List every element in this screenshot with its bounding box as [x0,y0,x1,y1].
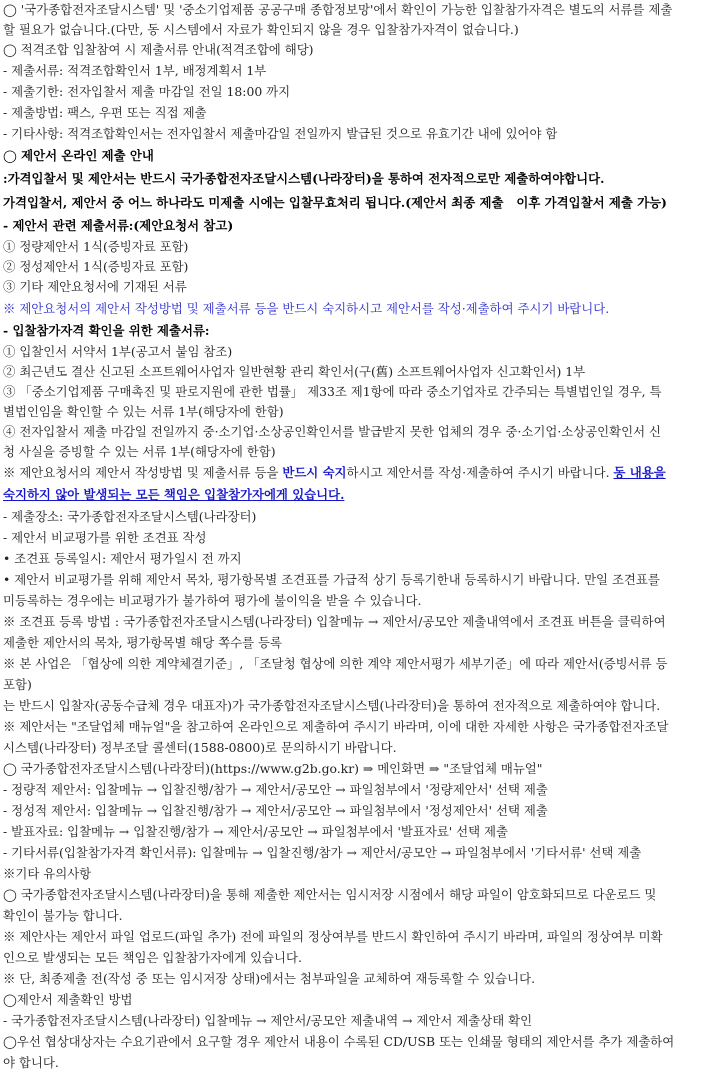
text-line [3,102,715,123]
text-segment: - 제출서류: 적격조합확인서 1부, 배정계획서 1부 [3,63,267,78]
text-segment: - 제안서 관련 제출서류:(제안요청서 참고) [3,218,234,233]
text-segment: 포함) [3,677,32,692]
text-line [3,506,715,527]
text-segment: 시스템(나라장터) 정부조달 콜센터(1588-0800)로 문의하시기 바랍니다. [3,740,397,755]
text-line [3,842,715,863]
text-segment: - 제출방법: 팩스, 우편 또는 직접 제출 [3,105,207,120]
text-segment: 동 내용을 [613,465,666,480]
text-line [3,191,715,215]
text-segment: - 정성적 제안서: 입찰메뉴 → 입찰진행/참가 → 제안서/공모안 → 파일첨부에서 '정성제안서' 선택 제출 [3,803,548,818]
text-line [3,905,715,926]
text-line [3,1052,715,1073]
text-segment: 반드시 숙지 [282,465,347,480]
text-line [3,590,715,611]
text-line [3,758,715,779]
text-line [3,884,715,905]
text-segment: ※ 단, 최종제출 전(작성 중 또는 임시저장 상태)에서는 첨부파일을 교체하여 재등록할 수 있습니다. [3,971,536,986]
text-segment: ① 정량제안서 1식(증빙자료 포함) [3,239,189,254]
text-segment: 숙지하지 않아 발생되는 모든 책임은 입찰참가자에게 있습니다. [3,487,345,502]
text-line [3,674,715,695]
text-line [3,968,715,989]
text-line [3,989,715,1010]
text-segment: ※ 제안서는 "조달업체 매뉴얼"을 참고하여 온라인으로 제출하여 주시기 바라며, 이에 대한 자세한 사항은 국가종합전자조달 [3,719,669,734]
text-line [3,653,715,674]
text-line [3,442,715,462]
text-line [3,277,715,297]
text-segment: - 기타서류(입찰참가자격 확인서류): 입찰메뉴 → 입찰진행/참가 → 제안서/공모안 → 파일첨부에서 '기타서류' 선택 제출 [3,845,642,860]
text-segment: ◯ 적격조합 입찰참여 시 제출서류 안내(적격조합에 해당) [3,42,314,57]
text-line [3,484,715,506]
text-line [3,40,715,60]
text-line [3,422,715,442]
text-segment: 하시고 제안서를 작성·제출하여 주시기 바랍니다. [346,465,614,480]
text-segment: 인으로 발생되는 모든 책임은 입찰참가자에게 있습니다. [3,950,302,965]
text-line [3,779,715,800]
text-segment: 별법인임을 확인할 수 있는 서류 1부(해당자에 한함) [3,404,284,419]
text-segment: ※기타 유의사항 [3,866,92,881]
text-line [3,362,715,382]
text-line [3,215,715,237]
text-segment: ◯우선 협상대상자는 수요기관에서 요구할 경우 제안서 내용이 수록된 CD/USB 또는 인쇄물 형태의 제안서를 추가 제출하여 [3,1034,675,1049]
text-line [3,611,715,632]
text-segment: ◯ '국가종합전자조달시스템' 및 '중소기업제품 공공구매 종합정보망'에서 확인이 가능한 입찰참가자격은 별도의 서류를 제출 [3,2,673,17]
text-line [3,257,715,277]
text-line [3,81,715,102]
text-segment: 청 사실을 증빙할 수 있는 서류 1부(해당자에 한함) [3,444,276,459]
text-line [3,716,715,737]
text-line [3,548,715,569]
text-segment: ② 정성제안서 1식(증빙자료 포함) [3,259,189,274]
text-segment: - 제출장소: 국가종합전자조달시스템(나라장터) [3,509,257,524]
text-segment: 야 합니다. [3,1055,59,1070]
text-segment: ◯ 제안서 온라인 제출 안내 [3,148,154,163]
text-line [3,297,715,320]
text-line [3,123,715,145]
text-line [3,342,715,362]
text-segment: ※ 본 사업은 「협상에 의한 계약체결기준」, 「조달청 협상에 의한 계약 제안서평가 세부기준」에 따라 제안서(증빙서류 등 [3,656,668,671]
text-segment: • 조견표 등록일시: 제안서 평가일시 전 까지 [3,551,242,566]
text-line [3,947,715,968]
text-line [3,167,715,191]
text-segment: - 제출기한: 전자입찰서 제출 마감일 전일 18:00 까지 [3,84,291,99]
text-line [3,320,715,342]
text-segment: 제출한 제안서의 목차, 평가항목별 해당 쪽수를 등록 [3,635,282,650]
text-segment: ※ 조견표 등록 방법 : 국가종합전자조달시스템(나라장터) 입찰메뉴 → 제안서/공모안 제출내역에서 조견표 버튼을 클릭하여 [3,614,666,629]
text-line [3,402,715,422]
text-segment: ※ 제안요청서의 제안서 작성방법 및 제출서류 등을 반드시 숙지하시고 제안서를 작성·제출하여 주시기 바랍니다. [3,301,610,316]
text-line [3,569,715,590]
text-line [3,145,715,167]
text-line [3,0,715,20]
text-segment: ◯ 국가종합전자조달시스템(나라장터)(https://www.g2b.go.kr) ⇒ 메인화면 ⇒ "조달업체 매뉴얼" [3,761,543,776]
text-segment: ◯ 국가종합전자조달시스템(나라장터)을 통해 제출한 제안서는 임시저장 시점에서 해당 파일이 암호화되므로 다운로드 및 [3,887,657,902]
text-line [3,695,715,716]
text-line [3,382,715,402]
text-segment: - 국가종합전자조달시스템(나라장터) 입찰메뉴 → 제안서/공모안 제출내역 → 제안서 제출상태 확인 [3,1013,533,1028]
text-segment: 할 필요가 없습니다.(다만, 동 시스템에서 자료가 확인되지 않을 경우 입찰참가자격이 없습니다.) [3,22,519,37]
text-segment: - 정량적 제안서: 입찰메뉴 → 입찰진행/참가 → 제안서/공모안 → 파일첨부에서 '정량제안서' 선택 제출 [3,782,548,797]
text-segment: ② 최근년도 결산 신고된 소프트웨어사업자 일반현황 관리 확인서(구(舊) 소프트웨어사업자 신고확인서) 1부 [3,364,586,379]
text-segment: ③ 「중소기업제품 구매촉진 및 판로지원에 관한 법률」 제33조 제1항에 따라 중소기업자로 간주되는 특별법인일 경우, 특 [3,384,662,399]
text-line [3,863,715,884]
text-segment: - 입찰참가자격 확인을 위한 제출서류: [3,323,210,338]
text-segment: ① 입찰인서 서약서 1부(공고서 붙임 참조) [3,344,233,359]
text-line [3,527,715,548]
text-segment: ③ 기타 제안요청서에 기재된 서류 [3,279,187,294]
text-segment: ④ 전자입찰서 제출 마감일 전일까지 중·소기업·소상공인확인서를 발급받지 못한 업체의 경우 중·소기업·소상공인확인서 신 [3,424,661,439]
text-segment: 미등록하는 경우에는 비교평가가 불가하여 평가에 불이익을 받을 수 있습니다. [3,593,422,608]
text-line [3,800,715,821]
text-segment: - 기타사항: 적격조합확인서는 전자입찰서 제출마감일 전일까지 발급된 것으로 유효기간 내에 있어야 함 [3,126,558,141]
text-segment: 확인이 불가능 합니다. [3,908,123,923]
text-segment: ※ 제안요청서의 제안서 작성방법 및 제출서류 등을 [3,465,283,480]
text-line [3,60,715,81]
text-line [3,632,715,653]
text-line [3,821,715,842]
text-line [3,20,715,40]
text-line [3,1010,715,1031]
text-segment: :가격입찰서 및 제안서는 반드시 국가종합전자조달시스템(나라장터)을 통하여 전자적으로만 제출하여야합니다. [3,171,605,186]
text-line [3,462,715,484]
text-segment: 는 반드시 입찰자(공동수급체 경우 대표자)가 국가종합전자조달시스템(나라장터)을 통하여 전자적으로 제출하여야 합니다. [3,698,661,713]
text-segment: • 제안서 비교평가를 위해 제안서 목차, 평가항목별 조견표를 가급적 상기 등록기한내 등록하시기 바랍니다. 만일 조견표를 [3,572,660,587]
text-line [3,737,715,758]
text-line [3,926,715,947]
text-segment: - 발표자료: 입찰메뉴 → 입찰진행/참가 → 제안서/공모안 → 파일첨부에서 '발표자료' 선택 제출 [3,824,508,839]
text-segment: - 제안서 비교평가를 위한 조견표 작성 [3,530,207,545]
text-line [3,237,715,257]
text-line [3,1031,715,1052]
text-segment: 가격입찰서, 제안서 중 어느 하나라도 미제출 시에는 입찰무효처리 됩니다.(제안서 최종 제출 이후 가격입찰서 제출 가능) [3,195,667,210]
text-segment: ◯제안서 제출확인 방법 [3,992,133,1007]
text-segment: ※ 제안사는 제안서 파일 업로드(파일 추가) 전에 파일의 정상여부를 반드시 확인하여 주시기 바라며, 파일의 정상여부 미확 [3,929,663,944]
